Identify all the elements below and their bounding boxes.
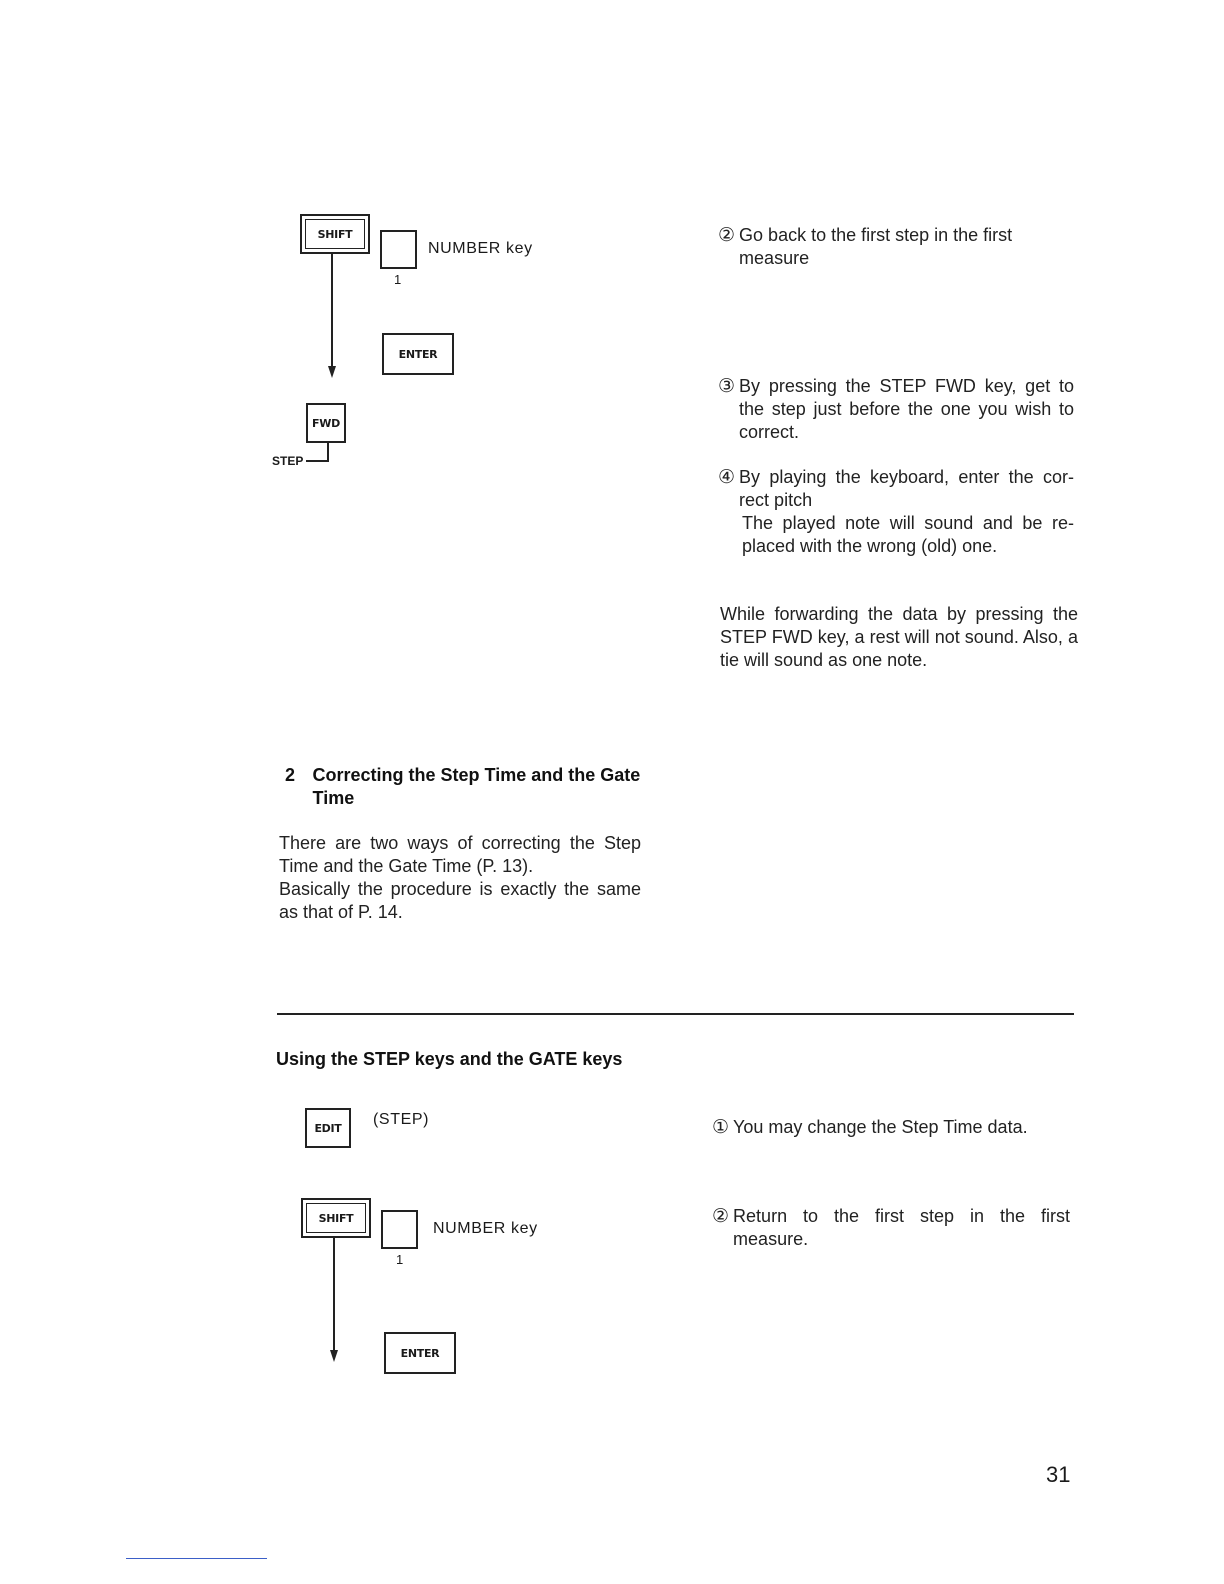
circled-number: ① [712, 1117, 730, 1138]
enter-key: ENTER [382, 333, 454, 375]
number-key-label: NUMBER key [428, 240, 533, 257]
step-text: By playing the keyboard, enter the cor-rect pitch [739, 467, 1074, 510]
step-text: Go back to the first step in the first measure [739, 225, 1013, 268]
section-title: Correcting the Step Time and the Gate Time [312, 765, 641, 808]
shift-key-2: SHIFT [301, 1198, 371, 1238]
fwd-key: FWD [306, 403, 346, 443]
step-1-bottom [712, 1116, 1072, 1139]
step-2-bottom [712, 1205, 1070, 1251]
section-body [279, 832, 641, 924]
section-heading [285, 764, 645, 810]
circled-number: ④ [718, 467, 736, 488]
number-key-2 [381, 1210, 418, 1249]
step-3-top [718, 375, 1074, 444]
step-connector-horizontal [306, 460, 329, 462]
section-number: 2 [285, 765, 296, 785]
section-body-2: Basically the procedure is exactly the same as that of P. 14. [279, 879, 641, 922]
step-text: Return to the first step in the first measure. [733, 1206, 1070, 1249]
step-text: By pressing the STEP FWD key, get to the step just before the one you wish to correct. [739, 376, 1074, 442]
footer-rule [126, 1558, 267, 1559]
subsection-title: Using the STEP keys and the GATE keys [276, 1049, 623, 1069]
arrow-down-icon [330, 1350, 338, 1362]
connector-line-2 [333, 1238, 335, 1350]
circled-number: ② [718, 225, 736, 246]
section-body-1: There are two ways of correcting the Step Time and the Gate Time (P. 13). [279, 833, 641, 876]
step-label: STEP [272, 454, 304, 468]
edit-key: EDIT [305, 1108, 351, 1148]
step-connector [327, 443, 329, 461]
step-2-top [718, 224, 1048, 270]
note-paragraph: While forwarding the data by pressing the STEP FWD key, a rest will not sound. Also, a tie will sound as one note. [720, 604, 1078, 670]
number-key-label-2: NUMBER key [433, 1220, 538, 1237]
shift-key: SHIFT [300, 214, 370, 254]
divider [277, 1013, 1074, 1015]
page-number: 31 [1046, 1462, 1071, 1487]
enter-key-2: ENTER [384, 1332, 456, 1374]
edit-mode-label: (STEP) [373, 1111, 430, 1128]
number-key-digit-2: 1 [396, 1252, 404, 1267]
step-text-continuation: The played note will sound and be re-placed with the wrong (old) one. [742, 513, 1074, 556]
circled-number: ② [712, 1206, 730, 1227]
connector-line [331, 254, 333, 366]
number-key [380, 230, 417, 269]
step-4-top [718, 466, 1074, 558]
arrow-down-icon [328, 366, 336, 378]
circled-number: ③ [718, 376, 736, 397]
step-text: You may change the Step Time data. [733, 1117, 1028, 1137]
number-key-digit: 1 [394, 272, 402, 287]
